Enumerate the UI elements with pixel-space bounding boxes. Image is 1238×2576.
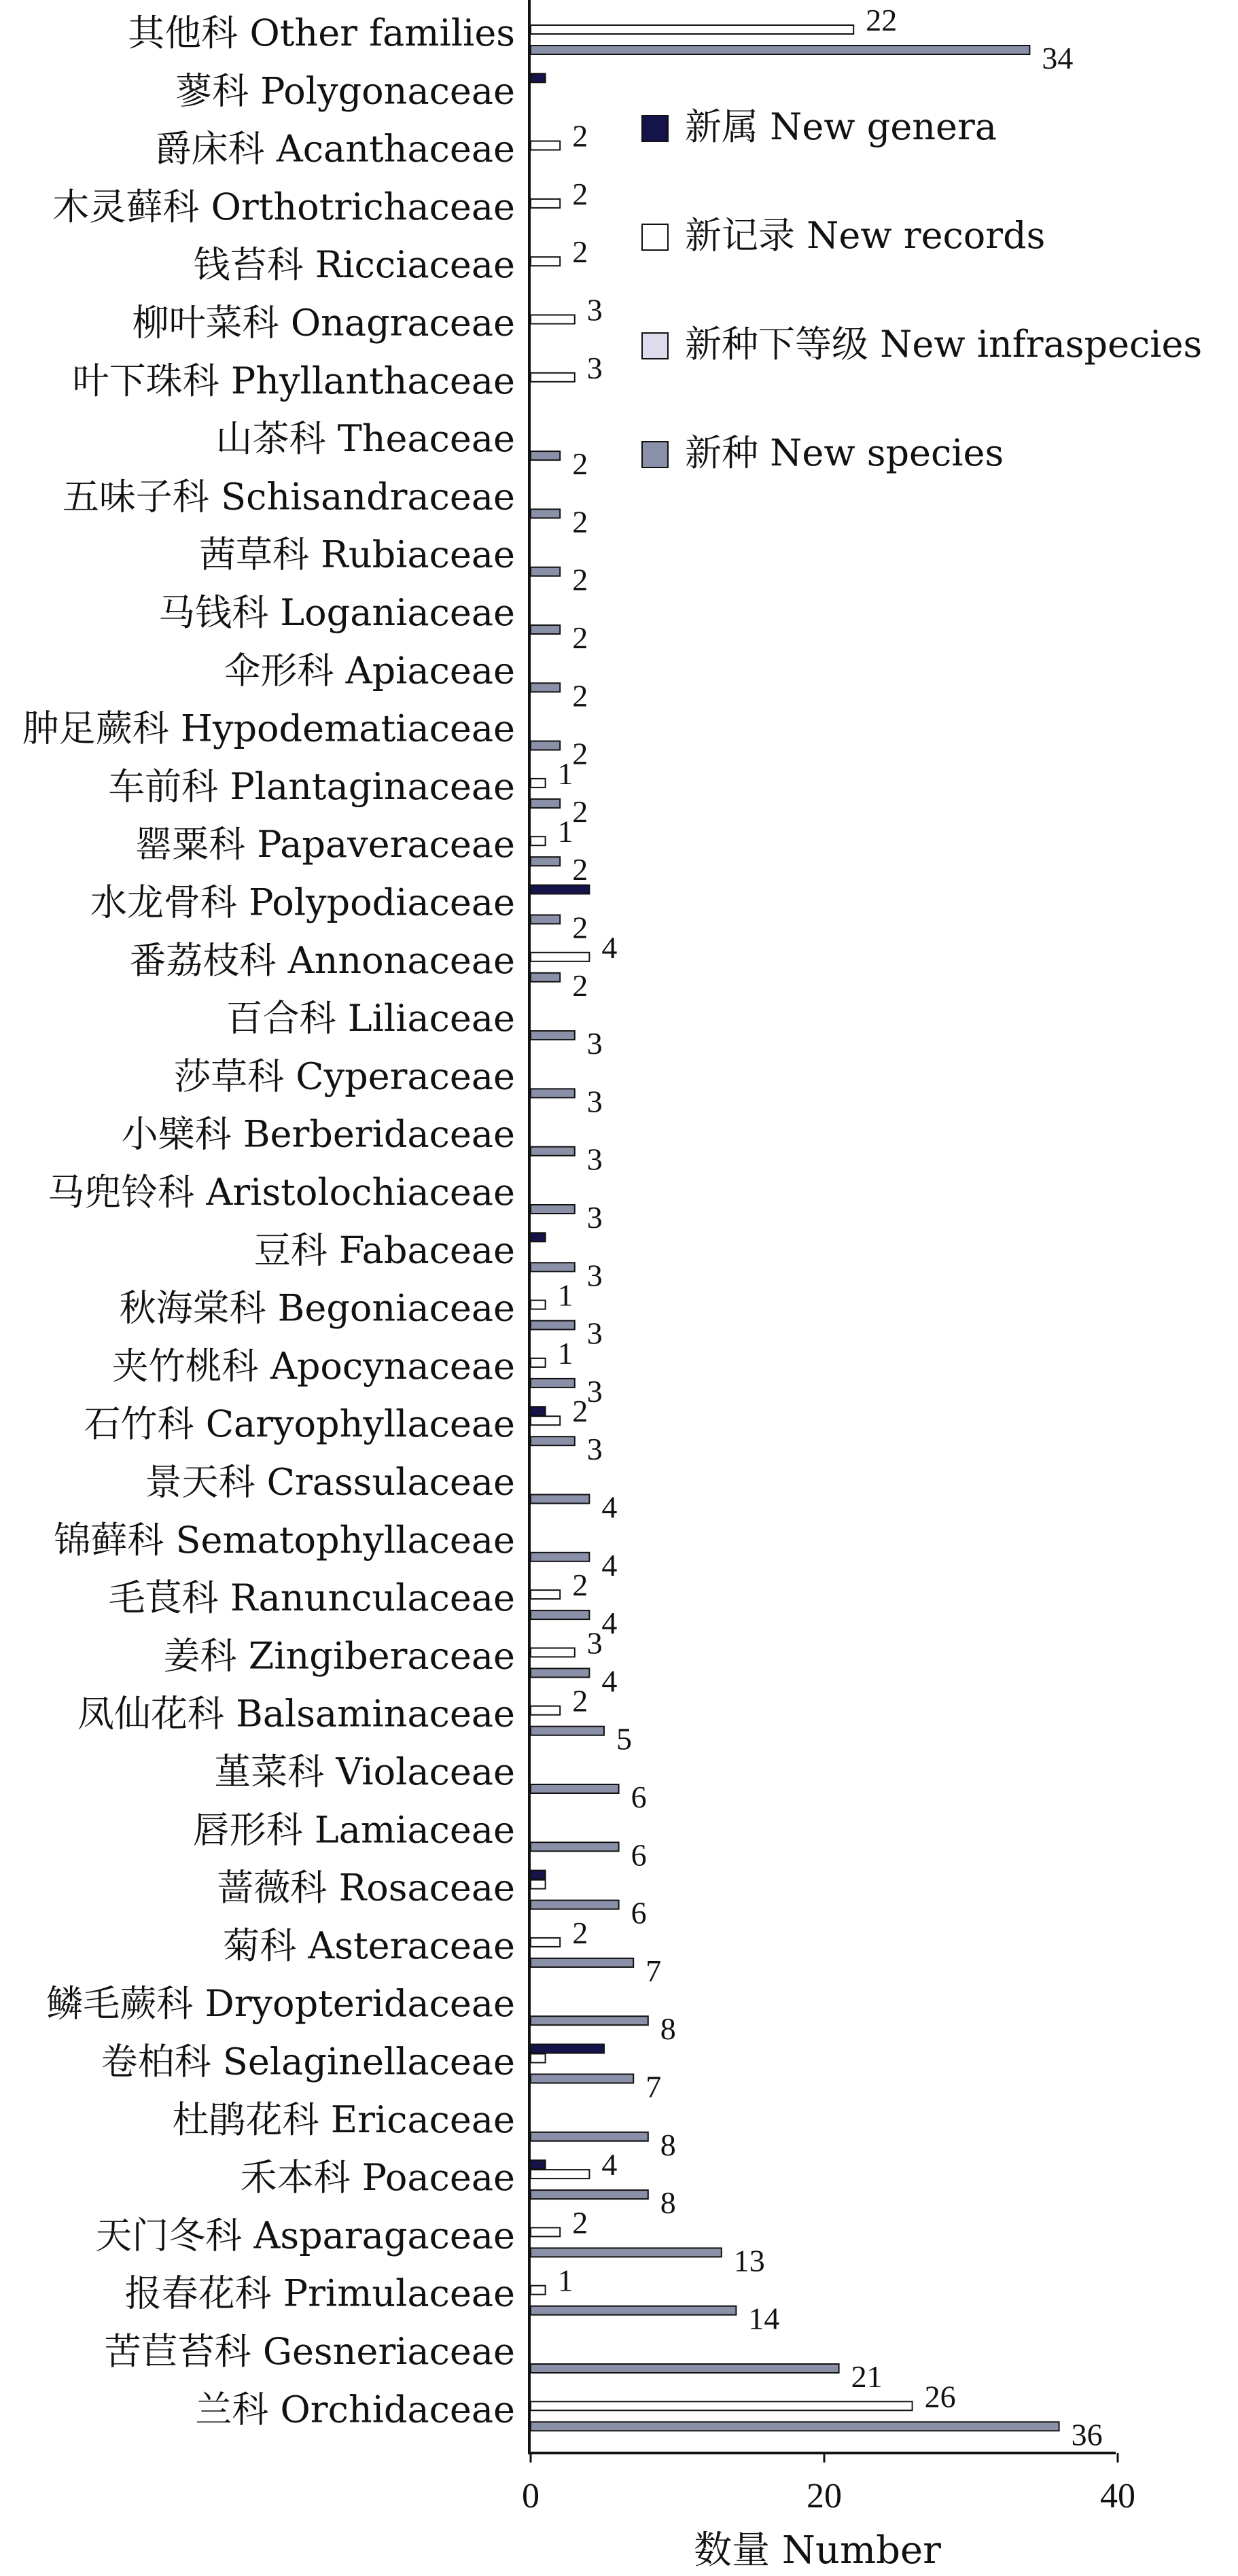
category-label: 唇形科 Lamiaceae <box>192 1808 515 1852</box>
bar-new-records <box>531 1358 546 1367</box>
value-label: 7 <box>645 2069 662 2104</box>
bar-new-records <box>531 1590 560 1599</box>
value-label: 2 <box>572 1568 588 1603</box>
category-label: 石竹科 Caryophyllaceae <box>84 1402 515 1446</box>
category-label: 毛茛科 Ranunculaceae <box>108 1576 515 1620</box>
value-label: 5 <box>616 1721 632 1757</box>
value-label: 8 <box>660 2011 676 2047</box>
value-label: 2 <box>572 504 588 540</box>
category-label: 豆科 Fabaceae <box>253 1229 515 1272</box>
bar-new-species <box>531 741 560 750</box>
category-label: 木灵藓科 Orthotrichaceae <box>52 185 515 228</box>
value-label: 6 <box>631 1895 647 1930</box>
value-label: 3 <box>586 1200 603 1235</box>
value-label: 3 <box>586 1084 603 1119</box>
category-label: 卷柏科 Selaginellaceae <box>101 2040 515 2083</box>
value-label: 26 <box>924 2379 956 2414</box>
value-label: 2 <box>572 678 588 713</box>
category-label: 小檗科 Berberidaceae <box>121 1112 515 1156</box>
bar-new-records <box>531 373 575 382</box>
value-label: 4 <box>601 1547 618 1583</box>
category-label: 秋海棠科 Begoniaceae <box>119 1286 515 1330</box>
bar-new-species <box>531 1495 589 1504</box>
axes <box>528 0 1116 2453</box>
bar-new-species <box>531 1842 619 1851</box>
value-label: 22 <box>866 3 898 37</box>
category-label: 山茶科 Theaceae <box>215 417 515 461</box>
category-label: 堇菜科 Violaceae <box>214 1750 515 1793</box>
bar-new-species <box>531 1727 604 1735</box>
value-label: 3 <box>586 350 603 385</box>
bar-new-species <box>531 1610 589 1619</box>
bar-new-records <box>531 836 546 845</box>
category-label: 伞形科 Apiaceae <box>224 649 515 692</box>
value-label: 2 <box>572 910 588 945</box>
bar-new-records <box>531 315 575 324</box>
bar-new-records <box>531 953 589 961</box>
category-label: 凤仙花科 Balsaminaceae <box>77 1692 515 1735</box>
value-label: 2 <box>572 176 588 211</box>
bar-new-records <box>531 257 560 266</box>
category-label: 车前科 Plantaginaceae <box>108 764 515 808</box>
value-label: 3 <box>586 1625 603 1661</box>
legend-label: 新种下等级 New infraspecies <box>685 323 1203 366</box>
x-tick-label: 20 <box>807 2477 842 2516</box>
bar-new-species <box>531 1031 575 1040</box>
value-label: 2 <box>572 736 588 771</box>
bar-new-species <box>531 2190 648 2199</box>
bar-new-species <box>531 973 560 982</box>
bar-new-species <box>531 1958 633 1967</box>
value-label: 8 <box>660 2127 676 2162</box>
category-label: 罂粟科 Papaveraceae <box>135 823 515 866</box>
legend-swatch <box>642 224 668 250</box>
value-label: 3 <box>586 1026 603 1061</box>
category-label: 姜科 Zingiberaceae <box>163 1634 515 1678</box>
value-label: 2 <box>572 118 588 154</box>
category-label: 水龙骨科 Polypodiaceae <box>90 881 515 924</box>
bar-new-species <box>531 1379 575 1388</box>
category-label: 钱苔科 Ricciaceae <box>193 243 515 287</box>
bar-new-species <box>531 1784 619 1793</box>
value-label: 1 <box>557 1277 573 1313</box>
value-label: 1 <box>557 2263 573 2298</box>
category-label: 杜鹃花科 Ericaceae <box>172 2098 515 2141</box>
category-label: 番荔枝科 Annonaceae <box>129 938 515 982</box>
bar-new-records <box>531 1301 546 1309</box>
value-label: 2 <box>572 1394 588 1429</box>
x-axis-title: 数量 Number <box>694 2528 941 2573</box>
bar-new-species <box>531 2248 722 2257</box>
value-label: 2 <box>572 562 588 597</box>
value-label: 2 <box>572 1683 588 1718</box>
bar-new-species <box>531 1263 575 1271</box>
value-label: 4 <box>601 1606 618 1641</box>
value-label: 13 <box>733 2243 765 2278</box>
bar-new-records <box>531 199 560 208</box>
value-label: 3 <box>586 1258 603 1293</box>
value-label: 3 <box>586 1432 603 1467</box>
category-label: 禾本科 Poaceae <box>240 2156 515 2200</box>
bar-new-species <box>531 625 560 634</box>
bar-new-species <box>531 2422 1059 2431</box>
bar-new-records <box>531 2227 560 2236</box>
bar-new-records <box>531 1648 575 1657</box>
bar-new-genera <box>531 1407 546 1415</box>
legend-label: 新属 New genera <box>685 105 997 148</box>
value-label: 6 <box>631 1780 647 1814</box>
category-label: 莎草科 Cyperaceae <box>174 1055 515 1098</box>
bar-new-species <box>531 1901 619 1909</box>
value-label: 2 <box>572 2205 588 2240</box>
category-label: 鳞毛蕨科 Dryopteridaceae <box>46 1982 515 2026</box>
value-label: 2 <box>572 446 588 482</box>
value-label: 3 <box>586 1316 603 1351</box>
value-label: 4 <box>601 930 618 965</box>
x-tick-label: 40 <box>1100 2477 1135 2516</box>
bar-new-species <box>531 2075 633 2083</box>
value-label: 3 <box>586 1373 603 1409</box>
bar-new-records <box>531 2286 546 2295</box>
category-label: 蓼科 Polygonaceae <box>175 69 515 113</box>
category-label: 报春花科 Primulaceae <box>124 2272 515 2315</box>
category-label: 肿足蕨科 Hypodematiaceae <box>22 707 515 750</box>
category-label: 其他科 Other families <box>128 12 515 54</box>
bar-new-records <box>531 25 853 34</box>
bar-new-species <box>531 567 560 576</box>
category-label: 柳叶菜科 Onagraceae <box>132 301 515 345</box>
value-label: 14 <box>748 2301 780 2336</box>
bar-new-species <box>531 1553 589 1562</box>
value-label: 2 <box>572 1915 588 1950</box>
value-label: 7 <box>645 1953 662 1988</box>
category-label: 景天科 Crassulaceae <box>145 1460 515 1504</box>
value-label: 1 <box>557 1335 573 1371</box>
legend-label: 新种 New species <box>685 431 1004 474</box>
value-label: 1 <box>557 756 573 791</box>
bar-new-species <box>531 509 560 518</box>
legend-swatch <box>642 116 668 141</box>
value-label: 8 <box>660 2185 676 2221</box>
bar-new-species <box>531 857 560 866</box>
bar-new-species <box>531 451 560 460</box>
bar-new-records <box>531 2401 913 2410</box>
value-label: 6 <box>631 1837 647 1873</box>
value-label: 21 <box>851 2359 883 2394</box>
bar-new-records <box>531 1416 560 1425</box>
bar-new-species <box>531 2364 839 2373</box>
bar-new-genera <box>531 2160 546 2169</box>
value-label: 36 <box>1071 2417 1103 2452</box>
legend-swatch <box>642 333 668 359</box>
bar-new-records <box>531 1706 560 1715</box>
bar-new-records <box>531 1880 546 1889</box>
category-label: 茜草科 Rubiaceae <box>199 533 515 576</box>
value-label: 2 <box>572 794 588 829</box>
value-label: 34 <box>1042 41 1074 75</box>
bar-new-records <box>531 2170 589 2178</box>
category-label: 锦藓科 Sematophyllaceae <box>54 1518 515 1562</box>
category-label: 兰科 Orchidaceae <box>195 2388 515 2431</box>
category-labels <box>22 12 515 2431</box>
bar-new-genera <box>531 2045 604 2053</box>
bar-new-species <box>531 2306 736 2315</box>
bar-new-species <box>531 2016 648 2025</box>
bar-new-species <box>531 1668 589 1677</box>
bar-new-species <box>531 1321 575 1330</box>
legend-swatch <box>642 442 668 467</box>
bar-new-species <box>531 799 560 808</box>
bar-new-genera <box>531 1233 546 1241</box>
value-label: 3 <box>586 292 603 328</box>
value-label: 2 <box>572 234 588 270</box>
bar-new-genera <box>531 1871 546 1880</box>
bar-new-records <box>531 1938 560 1947</box>
category-label: 天门冬科 Asparagaceae <box>95 2214 515 2257</box>
value-label: 4 <box>601 2147 618 2183</box>
bar-new-species <box>531 46 1029 54</box>
legend <box>642 105 1202 474</box>
category-label: 夹竹桃科 Apocynaceae <box>111 1344 515 1388</box>
x-ticks <box>522 2453 1135 2516</box>
value-label: 4 <box>601 1663 618 1699</box>
bar-new-species <box>531 1147 575 1156</box>
category-label: 菊科 Asteraceae <box>223 1924 515 1967</box>
legend-label: 新记录 New records <box>685 214 1046 257</box>
category-label: 爵床科 Acanthaceae <box>154 127 515 171</box>
value-labels <box>558 3 1103 2452</box>
category-label: 苦苣苔科 Gesneriaceae <box>104 2330 515 2373</box>
bar-new-records <box>531 779 546 788</box>
bar-new-records <box>531 2054 546 2063</box>
bar-new-genera <box>531 73 546 82</box>
category-label: 百合科 Liliaceae <box>226 997 515 1040</box>
category-label: 叶下珠科 Phyllanthaceae <box>72 359 515 402</box>
value-label: 3 <box>586 1142 603 1177</box>
category-label: 五味子科 Schisandraceae <box>62 475 515 518</box>
category-label: 马钱科 Loganiaceae <box>158 591 515 634</box>
value-label: 1 <box>557 814 573 849</box>
category-label: 蔷薇科 Rosaceae <box>217 1866 515 1909</box>
bar-new-species <box>531 2132 648 2141</box>
bar-new-species <box>531 1436 575 1445</box>
bar-new-species <box>531 1089 575 1097</box>
value-label: 2 <box>572 852 588 887</box>
bars-layer <box>531 25 1059 2431</box>
bar-new-records <box>531 141 560 150</box>
category-label: 马兜铃科 Aristolochiaceae <box>48 1171 515 1214</box>
bar-new-species <box>531 1205 575 1214</box>
x-tick-label: 0 <box>522 2477 540 2516</box>
value-label: 2 <box>572 968 588 1003</box>
value-label: 2 <box>572 620 588 655</box>
value-label: 4 <box>601 1489 618 1525</box>
bar-new-species <box>531 915 560 924</box>
bar-new-species <box>531 683 560 692</box>
